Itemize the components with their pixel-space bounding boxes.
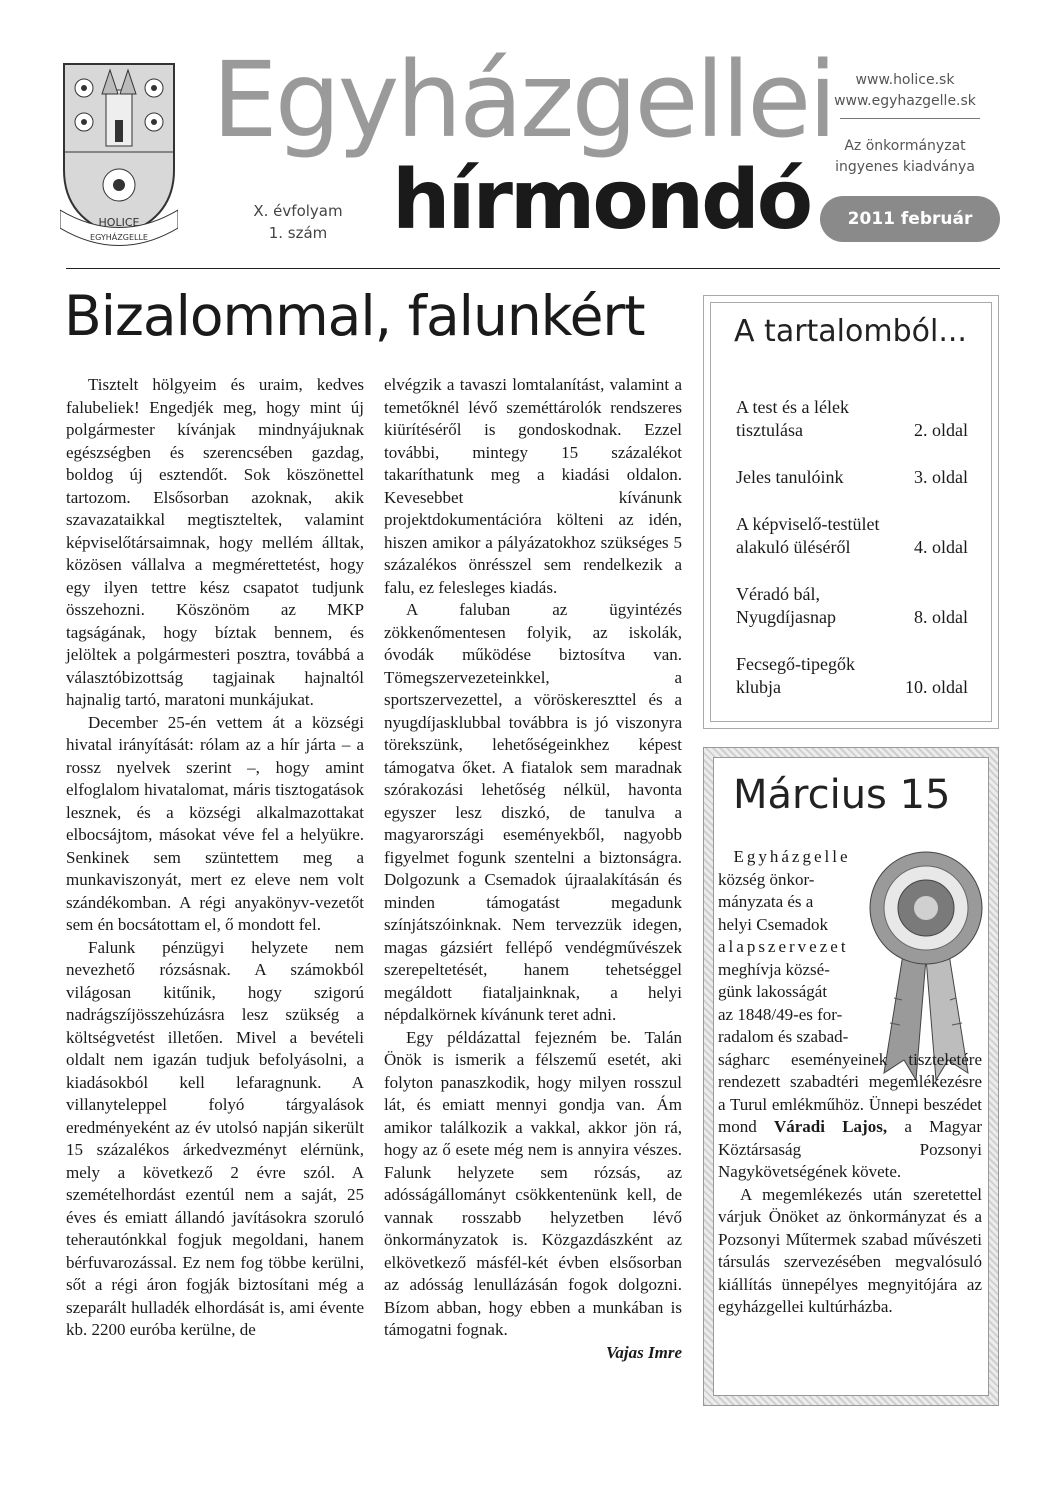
website-links (820, 70, 990, 112)
contents-item-page: 2. oldal (914, 420, 968, 440)
crest-label-bottom: EGYHÁZGELLE (90, 233, 148, 242)
contents-item-title: Véradó bál, Nyugdíjasnap (736, 584, 836, 627)
article-paragraph: Falunk pénzügyi helyzete nem nevezhető rózsásnak. A számokból világosan kitűnik, hogy szigorú nadrágszíjösszehúzásra lesz szükség a költségvetést illetően. Mivel a bevételi oldalt nem igazán tudjuk befolyásolni, a kiadásokból kell lefaragnunk. A villanyteleppel folyó tárgyalások eredményeként az év utolsó napján sikerült 15 százalékos árkedvezményt elérnünk, mely a következő 2 évre szól. A szemételhordást ezentúl nem a saját, 25 éves és emiatt állandó javításokra szoruló teherautónkkal fogjuk megoldani, hanem bérfuvarozással. Ez nem fog többe kerülni, sőt a régi áron fogják biztosítani még a szeparált hulladék elhordását is, ami évente kb. 2200 euróba kerülne, de (66, 937, 364, 1339)
event-text (718, 846, 982, 1319)
coat-of-arms-logo (60, 60, 178, 250)
article-column-1 (66, 374, 364, 1342)
publisher-line-1: Az önkormányzat (844, 138, 966, 154)
header-divider (66, 268, 1000, 269)
contents-item-title: Jeles tanulóink (736, 467, 844, 487)
contents-item[interactable] (736, 396, 968, 442)
contents-item-page: 10. oldal (905, 677, 968, 697)
article-paragraph: A faluban az ügyintézés zökkenőmentesen folyik, az iskolák, óvodák működése biztosítva van. Tömegszervezeteinkkel, a sportszervezettel, a vöröskereszttel és a nyugdíjasklubbal továbbra is jó viszonyra törekszünk, lehetőségeinkhez képest támogatva őket. A fiatalok sem maradnak szórakozási lehetőség nélkül, havonta egyszer lesz diszkó, de tanulva a magyarországi eseményekből, nagyobb figyelmet fogunk szentelni a biztonságra. Dolgozunk a Csemadok újraalakításán és minden támogatást megadunk színjátszóinknak. Nem tervezzük idegen, magas gázsiért fellépő vendégművészek szerepeltetését, hanem tehetséggel megáldott fiataljainknak, a helyi népdalkörnek kívánunk teret adni. (384, 600, 682, 1024)
contents-item-page: 8. oldal (914, 607, 968, 627)
event-text-part: a Magyar Köztársaság Pozsonyi Nagykövetségének követe. (718, 1117, 982, 1181)
contents-list (736, 396, 968, 723)
contents-title: A tartalomból... (734, 314, 967, 349)
event-line: mányzata és a (718, 892, 814, 911)
volume-label: X. évfolyam (253, 202, 343, 220)
event-line: alapszervezet (718, 937, 849, 956)
url-holice[interactable]: www.holice.sk (855, 72, 955, 88)
event-line: község önkor- (718, 869, 815, 889)
publisher-line-2: ingyenes kiadványa (835, 159, 975, 175)
url-egyhazgelle[interactable]: www.egyhazgelle.sk (834, 93, 976, 109)
issue-label: 1. szám (268, 224, 328, 242)
event-line: radalom és szabad- (718, 1027, 849, 1046)
contents-item-title: A képviselő-testület alakuló üléséről (736, 514, 880, 557)
masthead-title-bottom: hírmondó (392, 153, 811, 248)
contents-item[interactable] (736, 466, 968, 489)
volume-info (238, 200, 358, 244)
event-line: helyi Csemadok (718, 914, 829, 934)
event-paragraph (718, 1049, 982, 1184)
publisher-note (820, 136, 990, 178)
issue-date-badge: 2011 február (820, 196, 1000, 242)
article-headline: Bizalommal, falunkért (64, 284, 645, 348)
event-paragraph: A megemlékezés után szeretettel várjuk Önöket az önkormányzat és a Pozsonyi Műtermek szabad művészeti társulás szervezésében megvalósuló kiállítás ünnepélyes megnyitójára az egyházgellei kultúrházba. (718, 1184, 982, 1316)
article-paragraph: elvégzik a tavaszi lomtalanítást, valamint a temetőknél lévő szeméttárolók rendszeres kiürítéséről is gondoskodnak. Ezzel további, mintegy 15 százalékot takaríthatunk meg a kiadási oldalon. Kevesebbet kívánunk projektdokumentációra költeni az idén, hiszen amikor a pályázatokhoz szükséges 5 százalékos önrésszel sem rendelkezik a falu, ez felesleges kiadás. (384, 375, 682, 597)
contents-item[interactable] (736, 513, 968, 559)
event-title: Március 15 (733, 772, 951, 818)
contents-item[interactable] (736, 583, 968, 629)
contents-item[interactable] (736, 653, 968, 699)
article-paragraph: Egy példázattal fejezném be. Talán Önök is ismerik a félszemű esetét, aki folyton panaszkodik, hogy milyen rosszul lát, és emiatt mennyi gondja van. Ám amikor találkozik a vakkal, akkor jön rá, hogy az ő esete még nem is annyira vészes. Falunk helyzete sem rózsás, az adósságállományt csökkentenünk kell, de vannak rosszabb helyzetben lévő önkormányzatok is. Közgazdászként az elkövetkező másfél-két évben elsősorban az adósság lenullázásán fogok dolgozni. Bízom abban, hogy ebben a munkában is támogatni fognak. (384, 1027, 682, 1339)
article-column-2 (384, 374, 682, 1364)
crest-label-top: HOLICE (98, 216, 140, 229)
masthead-title-top: Egyházgellei (212, 39, 835, 161)
divider (840, 118, 980, 119)
event-line: az 1848/49-es for- (718, 1004, 843, 1024)
article-paragraph: Tisztelt hölgyeim és uraim, kedves falubeliek! Engedjék meg, hogy mint új polgármester kívánjak mindnyájuknak egészségben és szerencsében gazdag, boldog új esztendőt. Sok köszönettel tartozom. Elsősorban azoknak, akik szavazataikkal megtiszteltek, valamint képviselőtársaimnak, hogy mellém álltak, közösen vállalva a megmérettetést, hogy egy ilyen tettre kész csapatot tudjunk összehozni. Köszönöm az MKP tagságának, hogy bíztak bennem, és jelöltek a polgármesteri posztra, továbbá a választóbizottság tagjainak hajnaltól hajnalig tartó, maratoni munkájukat. (66, 375, 364, 709)
article-paragraph: December 25-én vettem át a községi hivatal irányítását: rólam az a hír járta – a rossz nyelvek szerint –, hogy amint elfoglalom hivatalomat, máris tisztogatások lesznek, és a községi alkalmazottakat elbocsájtom, másokat véve fel a helyükre. Senkinek sem szüntettem meg a munkaviszonyát, mert ez eleve nem volt szándékomban. A régi anyakönyv-vezetőt sem én bocsátottam el, ő mondott fel. (66, 712, 364, 934)
contents-item-page: 3. oldal (914, 467, 968, 487)
contents-item-title: A test és a lélek tisztulása (736, 397, 849, 440)
event-line: Egyházgelle (733, 847, 851, 866)
author-signature: Vajas Imre (605, 1342, 682, 1362)
event-line: meghívja közsé- (718, 959, 830, 979)
contents-item-title: Fecsegő-tipegők klubja (736, 654, 855, 697)
event-speaker: Váradi Lajos, (773, 1117, 888, 1136)
event-text-part: ságharc eseményeinek tiszteletére rendezett szabadtéri megemlékezésre a Turul emlékműhöz. Ünnepi beszédet mond (718, 1049, 982, 1136)
event-line: günk lakosságát (718, 982, 828, 1001)
contents-item-page: 4. oldal (914, 537, 968, 557)
